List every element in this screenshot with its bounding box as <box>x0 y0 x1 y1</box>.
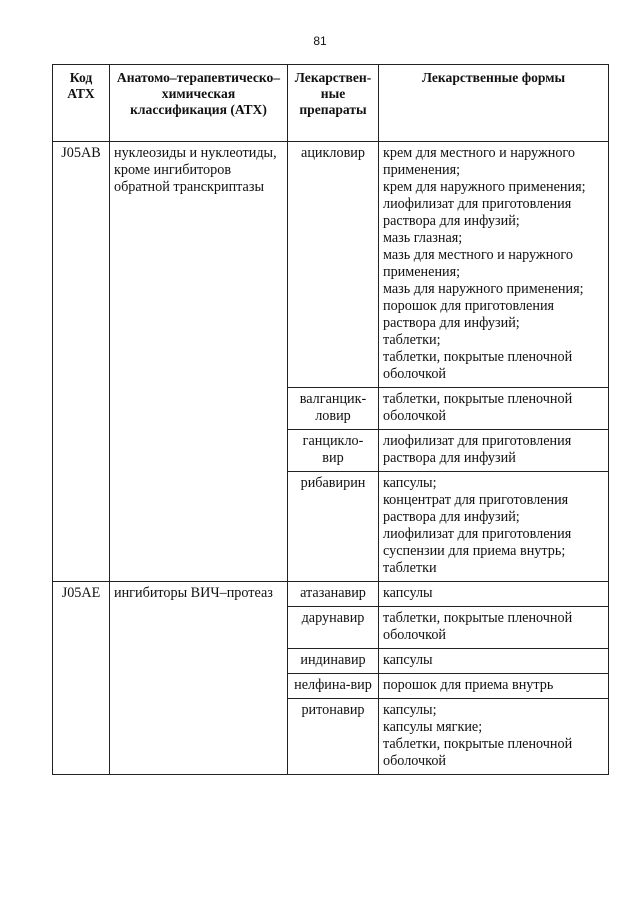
dosage-forms-cell <box>379 430 609 472</box>
dosage-forms-cell <box>379 607 609 649</box>
dosage-forms-cell <box>379 582 609 607</box>
dosage-form-item: порошок для приготовления раствора для инфузий; <box>383 298 555 331</box>
drug-name-cell: рибавирин <box>288 472 379 582</box>
dosage-form-item: капсулы; <box>383 702 437 718</box>
dosage-form-item: порошок для приема внутрь <box>383 677 554 693</box>
table-row <box>53 582 609 607</box>
header-code: Код АТХ <box>53 65 110 142</box>
dosage-form-item: лиофилизат для приготовления раствора для инфузий; <box>383 196 572 229</box>
dosage-forms-cell <box>379 388 609 430</box>
atc-code-cell: J05AB <box>53 142 110 582</box>
table-body <box>53 142 609 775</box>
drug-name-cell: индинавир <box>288 649 379 674</box>
atc-drug-table <box>52 64 609 775</box>
header-classification: Анатомо–терапевтическо–химическая классификация (АТХ) <box>110 65 288 142</box>
dosage-form-item: таблетки, покрытые пленочной оболочкой <box>383 349 573 382</box>
dosage-form-item: таблетки <box>383 560 437 576</box>
dosage-forms-cell <box>379 472 609 582</box>
dosage-forms-cell <box>379 674 609 699</box>
dosage-form-item: крем для наружного применения; <box>383 179 586 195</box>
dosage-form-item: капсулы; <box>383 475 437 491</box>
dosage-form-item: капсулы <box>383 585 433 601</box>
drug-name-cell: ацикловир <box>288 142 379 388</box>
drug-name-cell: нелфина-вир <box>288 674 379 699</box>
dosage-form-item: мазь для местного и наружного применения; <box>383 247 573 280</box>
dosage-form-item: мазь глазная; <box>383 230 463 246</box>
drug-name-cell: атазанавир <box>288 582 379 607</box>
atc-classification-cell: нуклеозиды и нуклеотиды, кроме ингибиторов обратной транскриптазы <box>110 142 288 582</box>
dosage-forms-cell <box>379 699 609 775</box>
dosage-form-item: таблетки, покрытые пленочной оболочкой <box>383 610 573 643</box>
header-drugs: Лекарствен-ные препараты <box>288 65 379 142</box>
drug-name-cell: ганцикло-вир <box>288 430 379 472</box>
dosage-form-item: концентрат для приготовления раствора для инфузий; <box>383 492 569 525</box>
dosage-forms-cell <box>379 649 609 674</box>
dosage-form-item: лиофилизат для приготовления суспензии для приема внутрь; <box>383 526 572 559</box>
dosage-form-item: капсулы <box>383 652 433 668</box>
atc-code-cell: J05AE <box>53 582 110 775</box>
table-header <box>53 65 609 142</box>
table-row <box>53 142 609 388</box>
dosage-form-item: капсулы мягкие; <box>383 719 483 735</box>
page-number: 81 <box>313 34 327 48</box>
dosage-form-item: таблетки, покрытые пленочной оболочкой <box>383 736 573 769</box>
dosage-form-item: таблетки; <box>383 332 441 348</box>
header-row <box>53 65 609 142</box>
drug-name-cell: дарунавир <box>288 607 379 649</box>
dosage-form-item: лиофилизат для приготовления раствора для инфузий <box>383 433 572 466</box>
dosage-forms-cell <box>379 142 609 388</box>
atc-classification-cell: ингибиторы ВИЧ–протеаз <box>110 582 288 775</box>
dosage-form-item: мазь для наружного применения; <box>383 281 584 297</box>
dosage-form-item: крем для местного и наружного применения; <box>383 145 575 178</box>
drug-name-cell: ритонавир <box>288 699 379 775</box>
header-forms: Лекарственные формы <box>379 65 609 142</box>
drug-name-cell: валганцик-ловир <box>288 388 379 430</box>
dosage-form-item: таблетки, покрытые пленочной оболочкой <box>383 391 573 424</box>
